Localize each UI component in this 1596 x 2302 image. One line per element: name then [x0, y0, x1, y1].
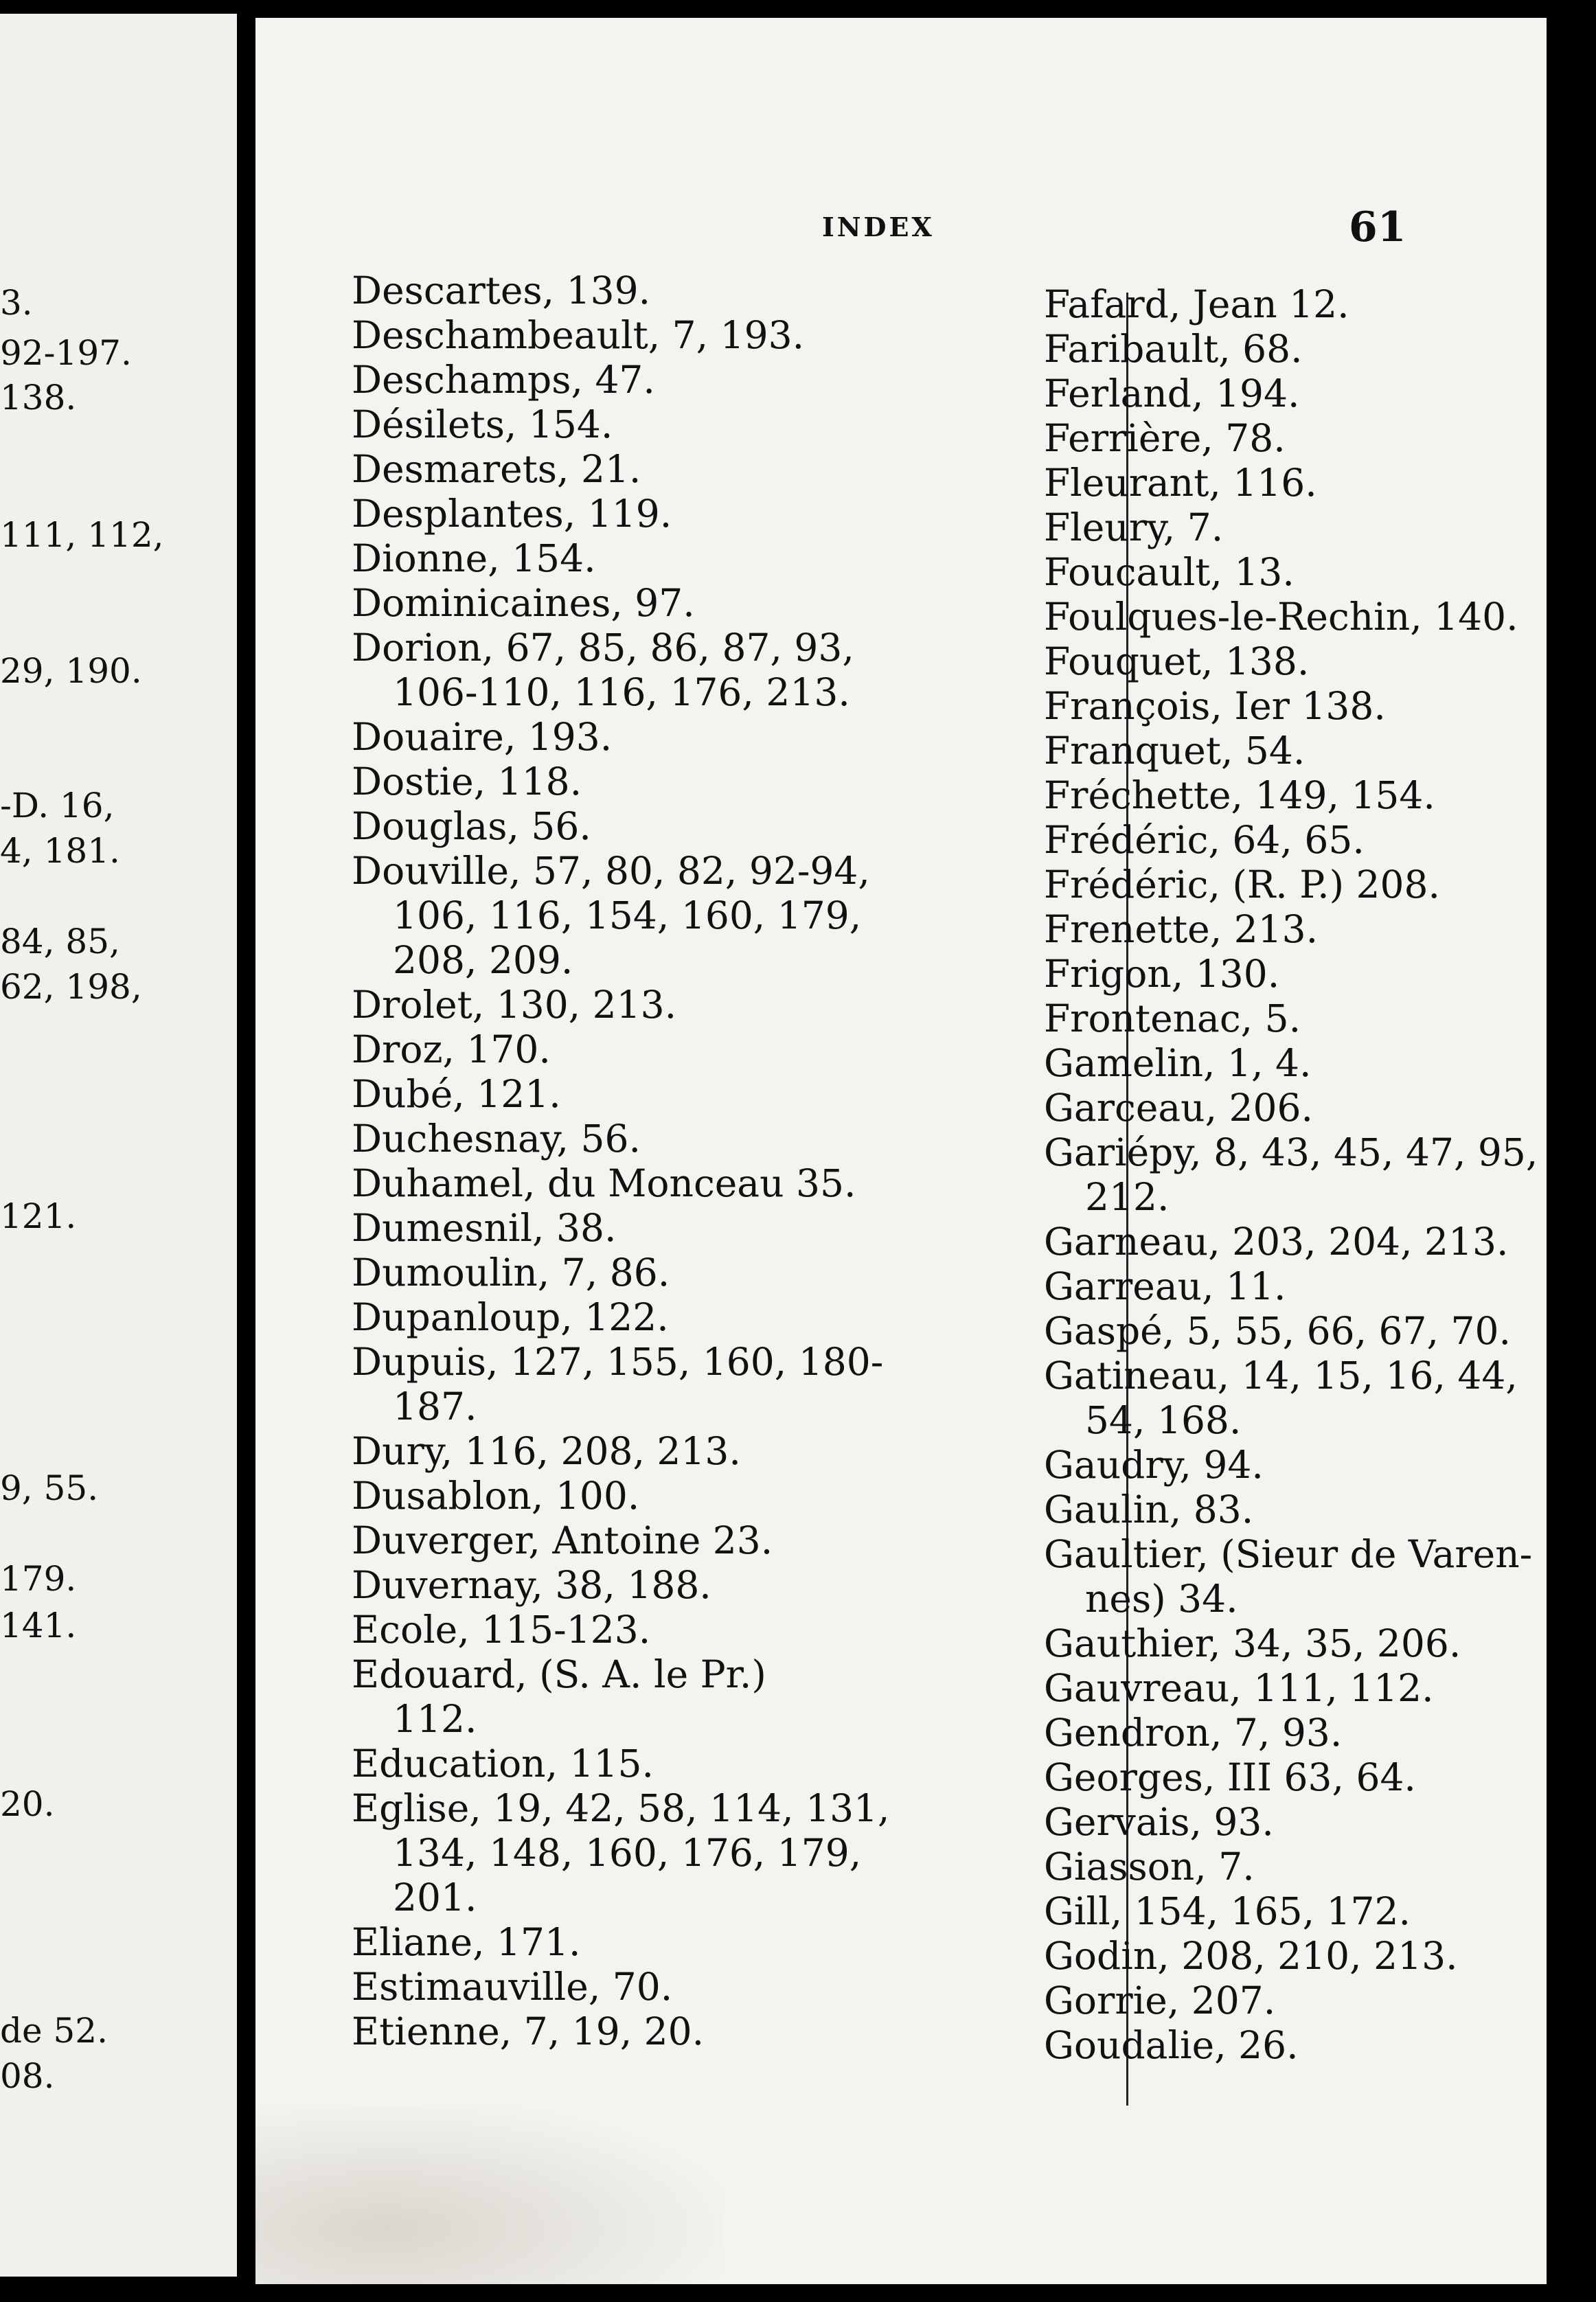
index-entry: Frédéric, 64, 65.	[1044, 818, 1365, 862]
index-page	[255, 18, 1547, 2284]
index-entry: Douville, 57, 80, 82, 92-94,	[352, 849, 870, 893]
index-entry: François, Ier 138.	[1044, 684, 1386, 728]
left-fragment: 3.	[0, 283, 33, 323]
index-entry: Frenette, 213.	[1044, 907, 1319, 951]
index-entry: Faribault, 68.	[1044, 327, 1303, 371]
index-entry: Eglise, 19, 42, 58, 114, 131,	[352, 1786, 890, 1830]
index-entry: Drolet, 130, 213.	[352, 983, 677, 1027]
left-fragment: 141.	[0, 1606, 77, 1645]
index-entry-continuation: 134, 148, 160, 176, 179,	[393, 1831, 862, 1875]
index-entry: Godin, 208, 210, 213.	[1044, 1934, 1458, 1978]
left-fragment: 62, 198,	[0, 967, 142, 1007]
index-entry: Gauvreau, 111, 112.	[1044, 1666, 1434, 1710]
index-entry: Desmarets, 21.	[352, 447, 641, 491]
left-fragment: 20.	[0, 1784, 55, 1824]
index-entry: Dionne, 154.	[352, 536, 596, 580]
index-column-left	[352, 269, 1093, 2054]
index-entry: Ecole, 115-123.	[352, 1608, 651, 1652]
left-fragment: 84, 85,	[0, 922, 120, 961]
index-entry: Ferrière, 78.	[1044, 416, 1286, 460]
index-entry-continuation: 106, 116, 154, 160, 179,	[393, 893, 862, 937]
index-entry: Fafard, Jean 12.	[1044, 282, 1349, 326]
left-fragment: 29, 190.	[0, 651, 142, 691]
index-entry: Dusablon, 100.	[352, 1474, 640, 1518]
index-entry: Georges, III 63, 64.	[1044, 1755, 1416, 1799]
left-fragment: 92-197.	[0, 333, 132, 373]
index-entry: Gendron, 7, 93.	[1044, 1711, 1343, 1755]
index-entry: Dumoulin, 7, 86.	[352, 1251, 670, 1295]
index-entry: Desplantes, 119.	[352, 492, 672, 536]
left-fragment: 08.	[0, 2056, 55, 2096]
index-entry: Gauthier, 34, 35, 206.	[1044, 1621, 1461, 1665]
left-fragment: 4, 181.	[0, 831, 120, 871]
index-entry-continuation: 187.	[393, 1384, 477, 1428]
index-entry: Fouquet, 138.	[1044, 639, 1310, 683]
index-entry: Garceau, 206.	[1044, 1086, 1314, 1130]
index-entry: Dorion, 67, 85, 86, 87, 93,	[352, 626, 854, 670]
index-entry: Education, 115.	[352, 1742, 654, 1786]
index-entry-continuation: 208, 209.	[393, 938, 573, 982]
page-number: 61	[1349, 203, 1406, 251]
index-entry: Frigon, 130.	[1044, 952, 1280, 996]
index-entry: Etienne, 7, 19, 20.	[352, 2009, 705, 2053]
index-entry: Deschamps, 47.	[352, 358, 655, 402]
index-entry-continuation: 106-110, 116, 176, 213.	[393, 670, 850, 714]
index-entry: Eliane, 171.	[352, 1920, 581, 1964]
index-entry: Fleury, 7.	[1044, 505, 1224, 549]
left-fragment: de 52.	[0, 2011, 109, 2051]
index-entry: Douglas, 56.	[352, 804, 591, 848]
index-entry: Droz, 170.	[352, 1027, 551, 1071]
index-entry: Fréchette, 149, 154.	[1044, 773, 1435, 817]
index-entry: Dominicaines, 97.	[352, 581, 695, 625]
index-entry: Duchesnay, 56.	[352, 1117, 641, 1161]
index-entry: Frédéric, (R. P.) 208.	[1044, 863, 1440, 907]
paper-stain	[255, 2106, 722, 2284]
index-entry: Gill, 154, 165, 172.	[1044, 1889, 1411, 1933]
left-fragment: 111, 112,	[0, 515, 164, 555]
index-entry: Dupanloup, 122.	[352, 1295, 669, 1339]
index-entry: Gariépy, 8, 43, 45, 47, 95,	[1044, 1130, 1538, 1174]
index-entry-continuation: 54, 168.	[1085, 1398, 1242, 1442]
index-entry: Foulques-le-Rechin, 140.	[1044, 595, 1518, 639]
index-entry: Giasson, 7.	[1044, 1845, 1255, 1889]
left-fragment: 9, 55.	[0, 1468, 99, 1508]
index-entry-continuation: 201.	[393, 1876, 477, 1919]
index-entry-continuation: 112.	[393, 1697, 477, 1741]
index-entry-continuation: nes) 34.	[1085, 1577, 1238, 1621]
index-entry: Foucault, 13.	[1044, 550, 1295, 594]
index-entry: Dupuis, 127, 155, 160, 180-	[352, 1340, 884, 1384]
index-entry: Franquet, 54.	[1044, 729, 1306, 773]
index-entry: Ferland, 194.	[1044, 372, 1300, 415]
index-entry: Duvernay, 38, 188.	[352, 1563, 711, 1607]
index-entry: Gaulin, 83.	[1044, 1488, 1254, 1531]
index-entry: Frontenac, 5.	[1044, 996, 1301, 1040]
index-entry: Dury, 116, 208, 213.	[352, 1429, 741, 1473]
running-head: INDEX	[822, 212, 935, 242]
index-entry: Dostie, 118.	[352, 760, 582, 804]
index-entry: Dubé, 121.	[352, 1072, 561, 1116]
index-entry: Goudalie, 26.	[1044, 2023, 1299, 2067]
index-entry: Gaultier, (Sieur de Varen-	[1044, 1532, 1533, 1576]
index-entry: Garreau, 11.	[1044, 1264, 1286, 1308]
index-entry: Estimauville, 70.	[352, 1965, 673, 2009]
left-fragment: 121.	[0, 1196, 77, 1236]
index-entry: Gaspé, 5, 55, 66, 67, 70.	[1044, 1309, 1511, 1353]
index-entry: Gorrie, 207.	[1044, 1979, 1276, 2022]
index-entry: Garneau, 203, 204, 213.	[1044, 1220, 1509, 1264]
index-entry: Désilets, 154.	[352, 402, 613, 446]
index-entry: Duverger, Antoine 23.	[352, 1518, 773, 1562]
index-column-right	[1044, 282, 1538, 2068]
previous-page-strip	[0, 14, 237, 2277]
index-entry: Gatineau, 14, 15, 16, 44,	[1044, 1354, 1518, 1398]
left-fragment: -D. 16,	[0, 786, 115, 825]
index-entry: Gervais, 93.	[1044, 1800, 1274, 1844]
left-fragment: 179.	[0, 1559, 77, 1599]
index-entry: Douaire, 193.	[352, 715, 613, 759]
index-entry: Edouard, (S. A. le Pr.)	[352, 1652, 766, 1696]
index-entry: Descartes, 139.	[352, 269, 651, 312]
index-entry: Gamelin, 1, 4.	[1044, 1041, 1312, 1085]
index-entry: Duhamel, du Monceau 35.	[352, 1161, 856, 1205]
left-fragment: 138.	[0, 378, 77, 418]
index-entry: Dumesnil, 38.	[352, 1206, 617, 1250]
index-entry: Deschambeault, 7, 193.	[352, 313, 805, 357]
index-entry: Fleurant, 116.	[1044, 461, 1317, 505]
index-entry: Gaudry, 94.	[1044, 1443, 1264, 1487]
index-entry-continuation: 212.	[1085, 1175, 1170, 1219]
